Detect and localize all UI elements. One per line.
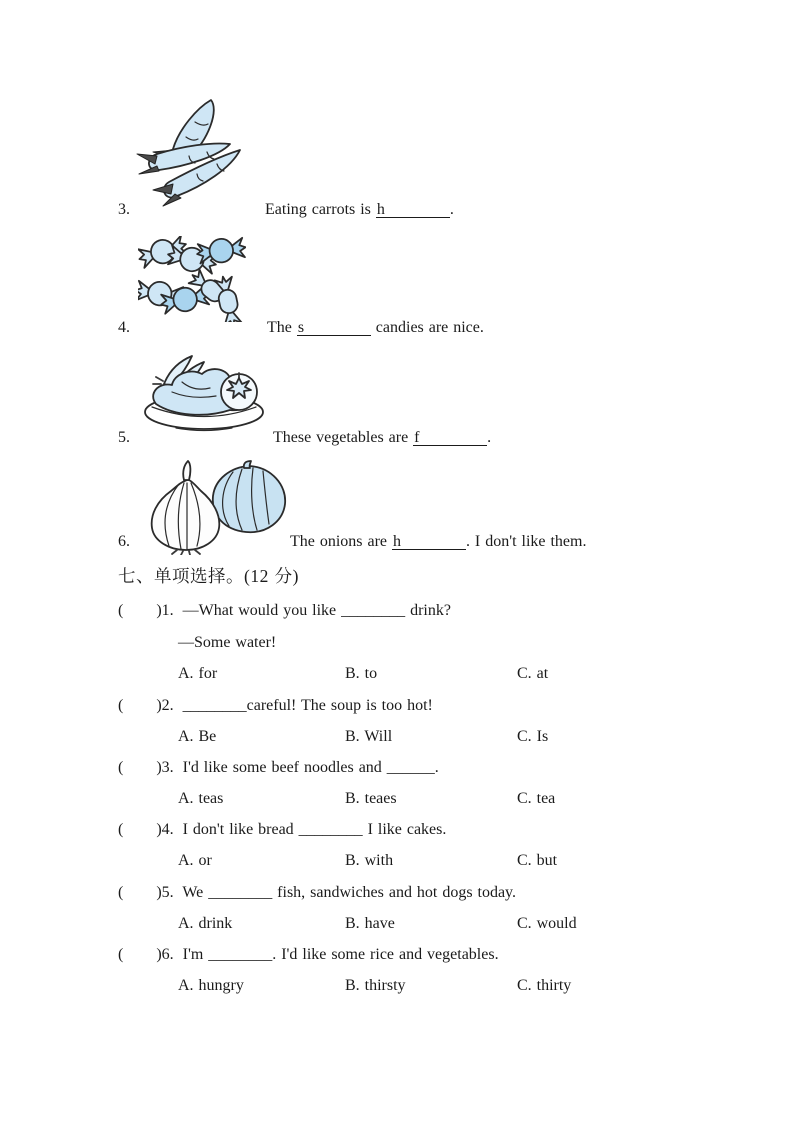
candies-illustration-icon	[138, 236, 246, 322]
option-a: A. for	[178, 665, 218, 682]
sentence-after: . I don't like them.	[465, 533, 587, 550]
mc-question-6	[0, 946, 793, 968]
fill-item-number: 4.	[118, 319, 130, 336]
mc-options-6	[0, 977, 793, 999]
fill-item-5	[0, 429, 793, 451]
sentence-before: The	[267, 319, 292, 336]
answer-paren-close: )	[156, 884, 162, 901]
answer-paren-close: )	[156, 697, 162, 714]
answer-paren-open: (	[118, 697, 124, 714]
fill-item-number: 5.	[118, 429, 130, 446]
vegetables-plate-illustration-icon	[142, 352, 268, 434]
answer-paren-open: (	[118, 821, 124, 838]
fill-item-4	[0, 319, 793, 341]
sentence-after: .	[487, 429, 492, 446]
question-stem: —What would you like ________ drink?	[182, 602, 451, 619]
option-b: B. teaes	[345, 790, 397, 807]
hint-letter: h	[392, 533, 401, 550]
option-b: B. thirsty	[345, 977, 406, 994]
question-number: )4.	[156, 821, 174, 838]
sentence-after: .	[449, 201, 454, 218]
option-b: B. with	[345, 852, 394, 869]
option-c: C. would	[517, 915, 577, 932]
answer-paren-open: (	[118, 946, 124, 963]
hint-letter: s	[297, 319, 305, 336]
answer-paren-open: (	[118, 602, 124, 619]
option-a: A. hungry	[178, 977, 244, 994]
fill-item-number: 6.	[118, 533, 130, 550]
option-a: A. teas	[178, 790, 224, 807]
question-reply: —Some water!	[178, 634, 277, 651]
sentence-before: These vegetables are	[273, 429, 409, 446]
question-stem: I'm ________. I'd like some rice and vegetables.	[182, 946, 499, 963]
mc-question-2	[0, 697, 793, 719]
fill-item-sentence	[267, 319, 484, 337]
answer-blank	[376, 201, 450, 219]
hint-letter: h	[376, 201, 385, 218]
answer-paren-open: (	[118, 759, 124, 776]
question-number: )5.	[156, 884, 174, 901]
fill-item-sentence	[265, 201, 454, 219]
fill-item-sentence	[290, 533, 586, 551]
question-stem: We ________ fish, sandwiches and hot dogs today.	[182, 884, 517, 901]
option-c: C. at	[517, 665, 549, 682]
mc-options-4	[0, 852, 793, 874]
answer-paren-close: )	[156, 946, 162, 963]
fill-item-sentence	[273, 429, 491, 447]
answer-paren-close: )	[156, 759, 162, 776]
option-b: B. to	[345, 665, 378, 682]
option-a: A. or	[178, 852, 212, 869]
question-stem: ________careful! The soup is too hot!	[182, 697, 433, 714]
option-b: B. have	[345, 915, 395, 932]
mc-options-3	[0, 790, 793, 812]
option-c: C. thirty	[517, 977, 572, 994]
option-a: A. drink	[178, 915, 233, 932]
mc-question-1-reply	[0, 634, 793, 656]
option-c: C. Is	[517, 728, 549, 745]
option-b: B. Will	[345, 728, 393, 745]
option-c: C. tea	[517, 790, 556, 807]
question-number: )1.	[156, 602, 174, 619]
carrots-illustration-icon	[133, 94, 243, 212]
question-stem: I don't like bread ________ I like cakes.	[182, 821, 447, 838]
answer-paren-close: )	[156, 602, 162, 619]
sentence-before: Eating carrots is	[265, 201, 371, 218]
sentence-after: candies are nice.	[370, 319, 484, 336]
option-a: A. Be	[178, 728, 217, 745]
answer-paren-close: )	[156, 821, 162, 838]
question-stem: I'd like some beef noodles and ______.	[182, 759, 439, 776]
mc-question-1	[0, 602, 793, 624]
mc-options-1	[0, 665, 793, 687]
section-title: 七、单项选择。(12 分)	[118, 566, 299, 586]
section-heading-row	[0, 563, 793, 587]
answer-paren-open: (	[118, 884, 124, 901]
sentence-before: The onions are	[290, 533, 387, 550]
mc-options-2	[0, 728, 793, 750]
question-number: )6.	[156, 946, 174, 963]
fill-item-number: 3.	[118, 201, 130, 218]
hint-letter: f	[414, 429, 420, 446]
option-c: C. but	[517, 852, 558, 869]
answer-blank	[413, 429, 487, 447]
mc-options-5	[0, 915, 793, 937]
mc-question-3	[0, 759, 793, 781]
fill-item-6	[0, 533, 793, 555]
question-number: )3.	[156, 759, 174, 776]
answer-blank	[392, 533, 466, 551]
question-number: )2.	[156, 697, 174, 714]
mc-question-4	[0, 821, 793, 843]
mc-question-5	[0, 884, 793, 906]
answer-blank	[297, 319, 371, 337]
fill-item-3	[0, 201, 793, 223]
